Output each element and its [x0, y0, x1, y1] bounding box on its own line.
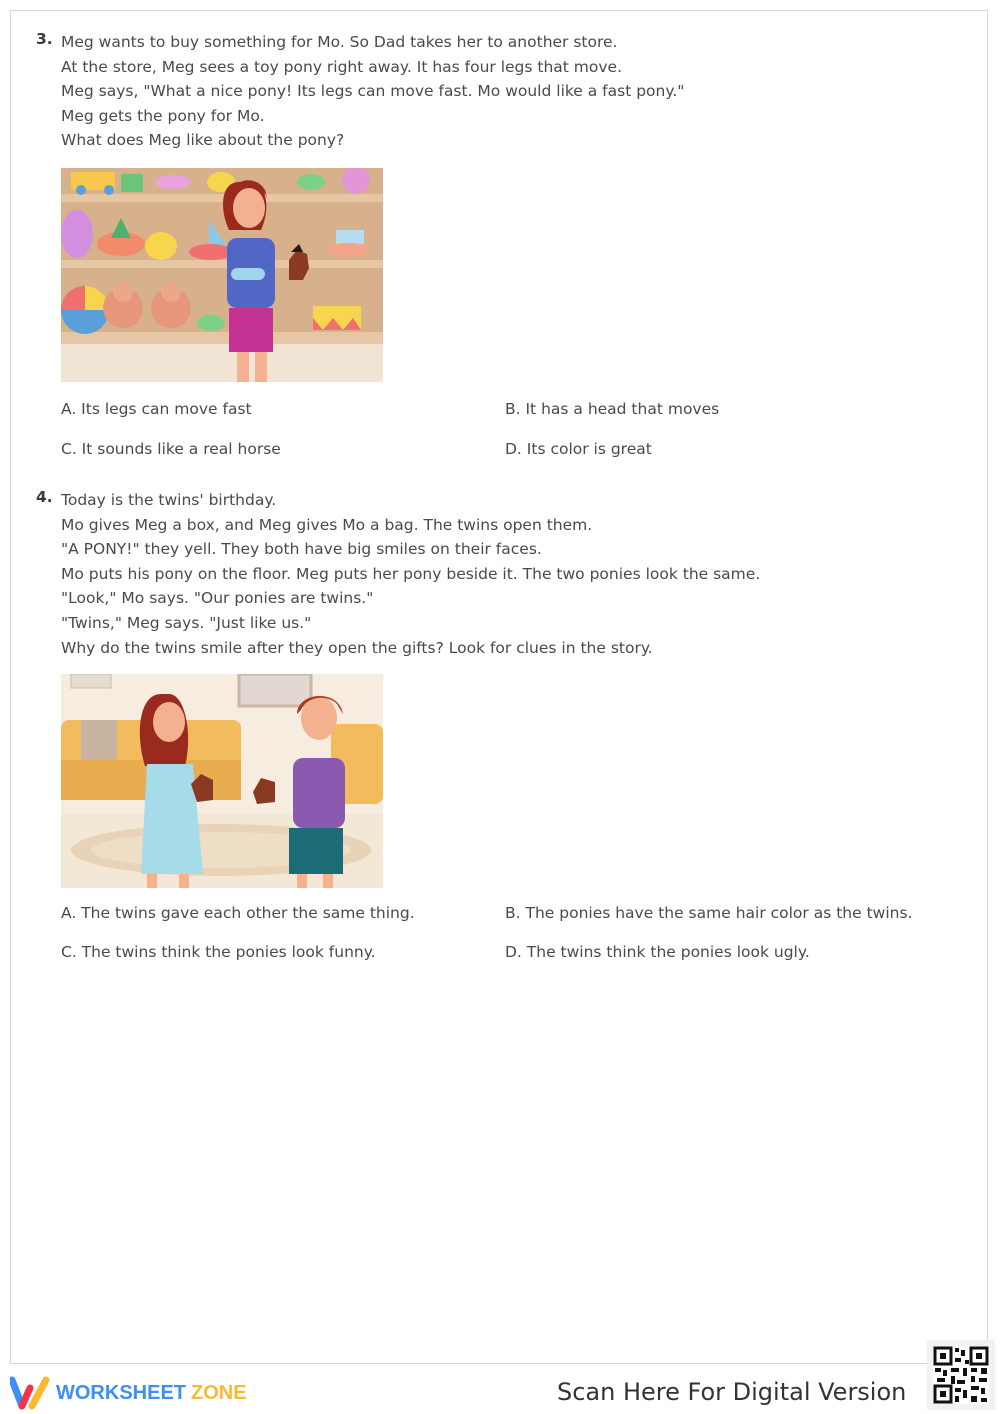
worksheetzone-logo[interactable] [10, 1376, 247, 1410]
story-line: "Twins," Meg says. "Just like us." [61, 613, 312, 632]
logo-w-icon [10, 1376, 50, 1410]
scan-instruction: Scan Here For Digital Version [557, 1378, 907, 1406]
option-d[interactable]: D. The twins think the ponies look ugly. [505, 943, 810, 961]
option-c[interactable]: C. It sounds like a real horse [61, 440, 281, 458]
qr-code-icon[interactable] [927, 1340, 995, 1410]
story-line: At the store, Meg sees a toy pony right away. It has four legs that move. [61, 57, 623, 76]
option-a[interactable]: A. The twins gave each other the same thing. [61, 904, 415, 922]
question-text [61, 30, 684, 153]
option-b[interactable]: B. The ponies have the same hair color as the twins. [505, 904, 913, 922]
story-line: Meg wants to buy something for Mo. So Dad takes her to another store. [61, 33, 618, 51]
option-b[interactable]: B. It has a head that moves [505, 400, 720, 418]
story-line: "A PONY!" they yell. They both have big smiles on their faces. [61, 540, 542, 559]
story-line: Mo puts his pony on the floor. Meg puts her pony beside it. The two ponies look the same. [61, 564, 761, 583]
brand-name-worksheet: WORKSHEET [56, 1381, 186, 1404]
question-number: 3. [36, 30, 53, 48]
option-c[interactable]: C. The twins think the ponies look funny. [61, 943, 376, 961]
option-d[interactable]: D. Its color is great [505, 440, 652, 458]
brand-name-zone: ZONE [191, 1381, 247, 1404]
story-line: Meg says, "What a nice pony! Its legs can move fast. Mo would like a fast pony." [61, 82, 685, 101]
option-a[interactable]: A. Its legs can move fast [61, 400, 252, 418]
story-line: Meg gets the pony for Mo. [61, 106, 265, 125]
question-number: 4. [36, 488, 53, 506]
story-line: "Look," Mo says. "Our ponies are twins." [61, 589, 374, 608]
toy-store-illustration [61, 168, 383, 382]
question-prompt: Why do the twins smile after they open the gifts? Look for clues in the story. [61, 638, 653, 657]
story-line: Today is the twins' birthday. [61, 491, 277, 509]
question-text [61, 488, 760, 660]
twins-illustration [61, 674, 383, 888]
story-line: Mo gives Meg a box, and Meg gives Mo a bag. The twins open them. [61, 515, 593, 534]
question-prompt: What does Meg like about the pony? [61, 131, 345, 150]
